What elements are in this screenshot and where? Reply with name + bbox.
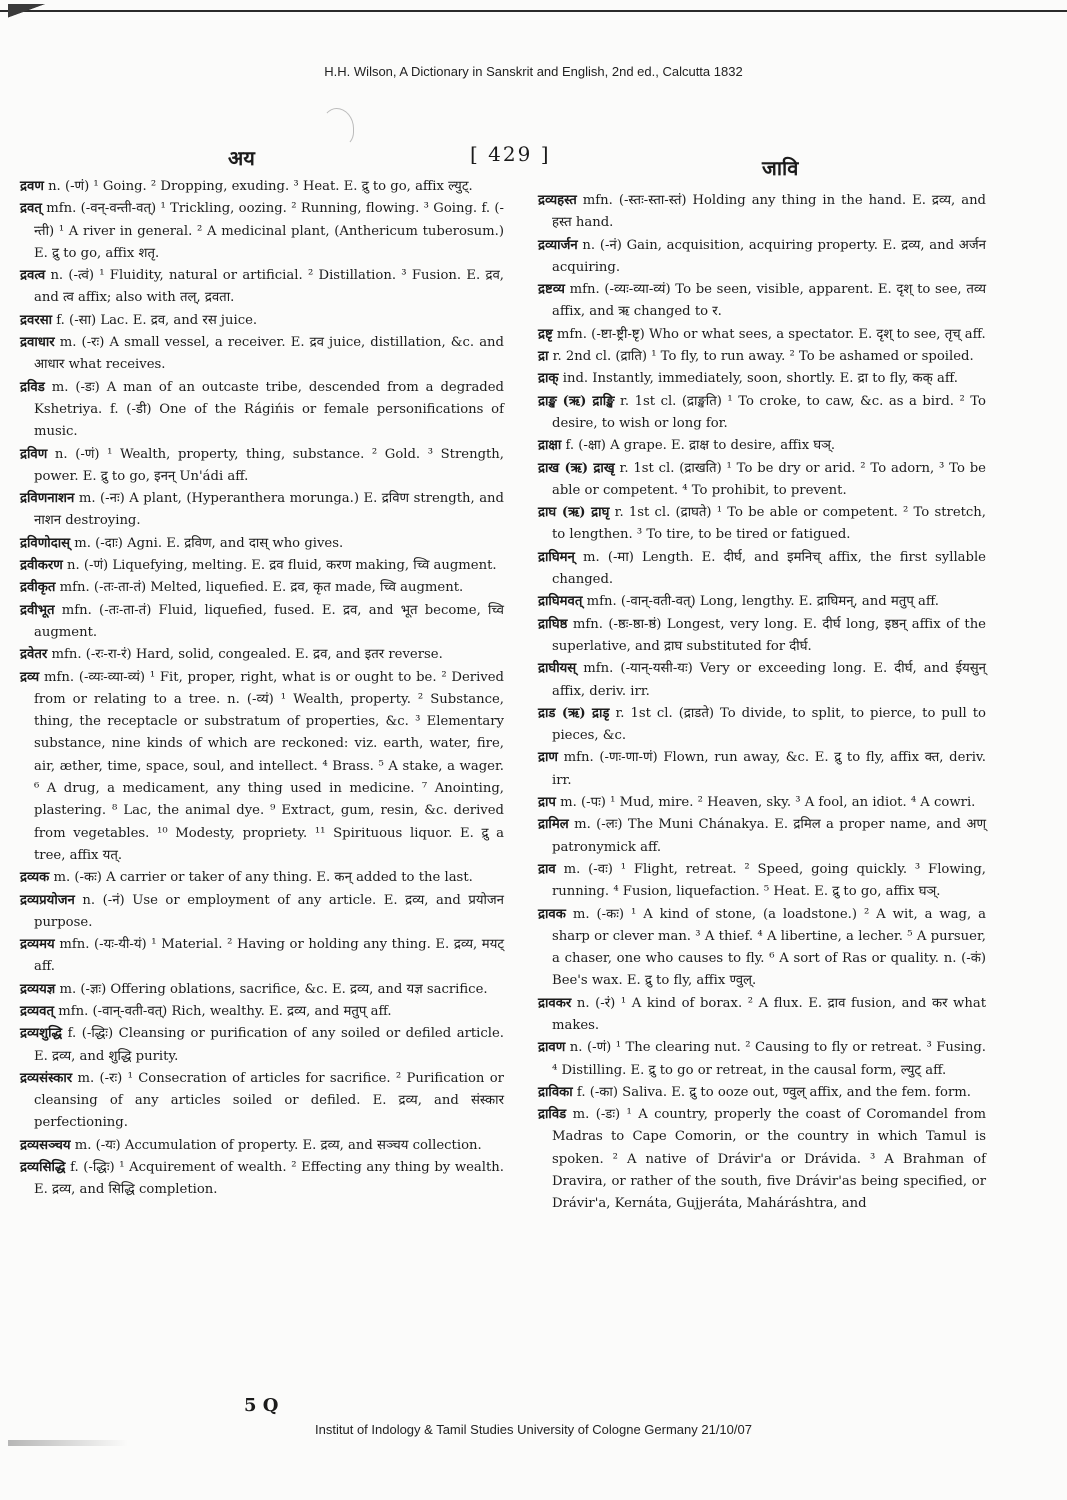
entry-headword: द्रवरसा [20,312,53,328]
dictionary-entry [20,1135,504,1157]
entry-definition: mfn. (-रः-रा-रं) Hard, solid, congealed. E. द्रव, and इतर reverse. [47,647,443,663]
dictionary-entry [538,1037,986,1082]
dictionary-entry [538,1104,986,1215]
entry-definition: n. (-नं) Gain, acquisition, acquiring property. E. द्रव्य, and अर्जन acquiring. [552,237,986,275]
dictionary-entry [20,198,504,265]
dictionary-entry [538,747,986,792]
entry-headword: द्राक् [538,371,559,387]
entry-headword: द्रष्टव्य [538,282,565,298]
entry-headword: द्रवीकरण [20,558,63,574]
dictionary-entry [538,591,986,613]
dictionary-entry [20,310,504,332]
entry-headword: द्रावण [538,1040,566,1056]
dictionary-entry [538,346,986,368]
entry-headword: द्रवीकृत [20,580,56,596]
dictionary-entry [538,658,986,703]
dictionary-entry [538,458,986,503]
scan-smudge [8,1440,128,1446]
entry-definition: r. 1st cl. (द्राघते) ¹ To be able or competent. ² To stretch, to lengthen. ³ To tire, to be tired or fatigued. [552,505,986,543]
entry-headword: द्रष्टृ [538,326,553,342]
entry-definition: mfn. (-स्तः-स्ता-स्तं) Holding any thing in the hand. E. द्रव्य, and हस्त hand. [552,193,986,231]
pencil-mark [322,108,354,146]
dictionary-entry [538,235,986,280]
dictionary-entry [20,1023,504,1068]
entry-definition: m. (-रः) ¹ Consecration of articles for sacrifice. ² Purification or cleansing of any articles soiled or defiled. E. द्रव्य, and संस्कार perfectioning. [34,1070,504,1131]
entry-definition: f. (-द्धिः) Cleansing or purification of any soiled or defiled article. E. द्रव्य, and शुद्धि purity. [34,1026,504,1064]
entry-definition: f. (-सा) Lac. E. द्रव, and रस juice. [52,312,258,328]
entry-headword: द्रवत्व [20,268,46,284]
entry-definition: m. (-दाः) Agni. E. द्रविण, and दास् who gives. [70,535,344,551]
entry-definition: r. 1st cl. (द्राङ्खति) ¹ To croke, to caw, &c. as a bird. ² To desire, to wish or long for. [552,393,986,431]
entry-headword: द्राघिमवत् [538,594,583,610]
entry-definition: mfn. (-तः-ता-तं) Melted, liquefied. E. द्रव, कृत made, च्वि augment. [55,580,464,596]
entry-definition: m. (-ज्ञः) Offering oblations, sacrifice, &c. E. द्रव्य, and यज्ञ sacrifice. [55,981,488,997]
entry-headword: द्रवेतर [20,647,48,663]
dictionary-entry [538,614,986,659]
dictionary-entry [20,1157,504,1202]
entry-headword: द्रव्यमय [20,937,55,953]
dictionary-entry [538,814,986,859]
entry-definition: n. (-णं) ¹ Wealth, property, thing, substance. ² Gold. ³ Strength, power. E. द्रु to go, इनन् Un'ádi aff. [34,446,504,484]
entry-definition: mfn. (-तः-ता-तं) Fluid, liquefied, fused. E. द्रव, and भूत become, च्वि augment. [34,602,504,640]
scan-top-border [0,10,1067,12]
entry-headword: द्रविणोदास् [20,535,71,551]
dictionary-entry [20,1001,504,1023]
dictionary-entry [20,265,504,310]
entry-definition: r. 1st cl. (द्राखति) ¹ To be dry or arid. ² To adorn, ³ To be able or competent. ⁴ To prohibit, to prevent. [552,460,986,498]
dictionary-entry [538,391,986,436]
dictionary-entry [538,324,986,346]
scan-corner-mark [8,4,56,20]
entry-definition: mfn. (-ष्ठः-ष्ठा-ष्ठं) Longest, very long. E. दीर्घ long, इष्ठन् affix of the superlative, and द्राघ substituted for दीर्घ. [552,616,986,654]
entry-headword: द्रव्य [20,669,40,685]
entry-headword: द्राक्षा [538,438,562,454]
entry-headword: द्रविण [20,446,48,462]
left-column [20,176,504,1202]
entry-headword: द्राड (ऋ) द्राडृ [538,705,610,721]
entry-definition: m. (-यः) Accumulation of property. E. द्रव्य, and सञ्चय collection. [70,1137,482,1153]
dictionary-entry [20,644,504,666]
dictionary-entry [538,279,986,324]
entry-definition: mfn. (-यः-यी-यं) ¹ Material. ² Having or holding any thing. E. द्रव्य, मयट् aff. [34,937,504,975]
entry-headword: द्रव्यसंस्कार [20,1070,73,1086]
entry-definition: m. (-डः) ¹ A country, properly the coast of Coromandel from Madras to Cape Comorin, or the country in which Tamul is spoken. ² A native of Drávir'a or Drávida. ³ A Brahman of Dravira, or rather of the south, five Drávir'as being specified, or Drávir'a, Kernáta, Gujjeráta, Maháráshtra, and [552,1107,986,1212]
dictionary-entry [538,502,986,547]
dictionary-entry [20,867,504,889]
dictionary-entry [20,1068,504,1135]
entry-headword: द्रव्यशुद्धि [20,1026,63,1042]
entry-definition: m. (-रः) A small vessel, a receiver. E. द्रव juice, distillation, &c. and आधार what receives. [34,335,504,373]
entry-headword: द्रव्यसञ्चय [20,1137,71,1153]
entry-definition: r. 2nd cl. (द्राति) ¹ To fly, to run away. ² To be ashamed or spoiled. [548,349,974,365]
entry-definition: r. 1st cl. (द्राडते) To divide, to split, to pierce, to pull to pieces, &c. [552,705,986,744]
right-column [538,190,986,1216]
entry-headword: द्रवाधार [20,335,55,351]
institution-footer: Institut of Indology & Tamil Studies University of Cologne Germany 21/10/07 [315,1422,752,1437]
entry-definition: m. (-कः) ¹ A kind of stone, (a loadstone.) ² A wit, a wag, a sharp or clever man. ³ A thief. ⁴ A libertine, a lecher. ⁵ A pursuer, a chaser, one who causes to fly. ⁶ A sort of Ras or quality. n. (-कं) Bee's wax. E. द्रु to fly, affix ण्वुल्. [552,906,986,989]
dictionary-entry [20,600,504,645]
dictionary-entry [538,904,986,993]
source-banner: H.H. Wilson, A Dictionary in Sanskrit and English, 2nd ed., Calcutta 1832 [324,64,743,79]
dictionary-entry [538,792,986,814]
entry-definition: n. (-रं) ¹ A kind of borax. ² A flux. E. द्राव fusion, and कर what makes. [552,995,986,1033]
entry-headword: द्राघिमन् [538,549,575,565]
entry-headword: द्रव्यहस्त [538,193,577,208]
dictionary-entry [538,368,986,390]
entry-definition: m. (-वः) ¹ Flight, retreat. ² Speed, going quickly. ³ Flowing, running. ⁴ Fusion, liquefaction. ⁵ Heat. E. द्रु to go, affix घञ्. [552,861,986,900]
entry-headword: द्राविड [538,1107,567,1123]
entry-headword: द्राख (ऋ) द्राखृ [538,460,615,476]
entry-headword: द्राघ (ऋ) द्राघृ [538,505,610,521]
entry-definition: n. (-णं) ¹ The clearing nut. ² Causing to fly or retreat. ³ Fusing. ⁴ Distilling. E. द्रु to go or retreat, in the causal form, ल्युट् aff. [552,1040,986,1078]
dictionary-entry [20,667,504,868]
entry-definition: mfn. (-व्यः-व्या-व्यं) ¹ Fit, proper, right, what is or ought to be. ² Derived from or relating to a tree. n. (-व्यं) ¹ Wealth, property. ² Substance, thing, the receptacle or substratum of properties, &c. ³ Elementary substance, nine kinds of which are reckoned: viz. earth, water, fire, air, æther, time, space, soul, and intellect. ⁴ Brass. ⁵ A stake, a wager. ⁶ A drug, a medicament, any thing used in medicine. ⁷ Anointing, plastering. ⁸ Lac, the animal dye. ⁹ Extract, gum, resin, &c. derived from vegetables. ¹⁰ Modesty, propriety. ¹¹ Spirituous liquor. E. द्रु a tree, affix यत्. [34,669,504,863]
dictionary-entry [538,547,986,592]
dictionary-entry [20,890,504,935]
entry-definition: mfn. (-ष्टा-ष्ट्री-ष्टृ) Who or what sees, a spectator. E. दृश् to see, तृच् aff. [552,326,986,342]
entry-definition: n. (-त्वं) ¹ Fluidity, natural or artificial. ² Distillation. ³ Fusion. E. द्रव, and त्व affix; also with तल्, द्रवता. [34,268,504,306]
dictionary-entry [538,435,986,457]
entry-headword: द्रव्ययज्ञ [20,981,56,997]
entry-headword: द्रविणनाशन [20,491,75,507]
dictionary-entry [20,533,504,555]
entry-headword: द्रावकर [538,995,572,1011]
entry-definition: mfn. (-वान्-वती-वत्) Long, lengthy. E. द्राघिमन्, and मतुप् aff. [582,594,939,610]
entry-headword: द्राघीयस् [538,661,577,677]
entry-definition: ind. Instantly, immediately, soon, shortly. E. द्रा to fly, कक् aff. [558,371,958,387]
entry-definition: f. (-क्षा) A grape. E. द्राक्ष to desire, affix घञ्. [561,438,836,454]
dictionary-entry [20,488,504,533]
entry-headword: द्राङ्ख (ऋ) द्राङ्खि [538,393,615,409]
entry-headword: द्रा [538,349,549,365]
entry-definition: mfn. (-वान्-वती-वत्) Rich, wealthy. E. द्रव्य, and मतुप् aff. [54,1003,392,1019]
entry-definition: m. (-कः) A carrier or taker of any thing. E. कन् added to the last. [49,870,473,886]
dictionary-entry [20,444,504,489]
entry-definition: mfn. (-यान्-यसी-यः) Very or exceeding long. E. दीर्घ, and ईयसुन् affix, deriv. irr. [552,661,986,699]
guide-word-right: जावि [762,156,799,180]
entry-headword: द्रवीभूत [20,602,55,618]
entry-headword: द्रामिल [538,817,569,833]
entry-headword: द्रव्यक [20,870,50,886]
entry-headword: द्रविड [20,379,45,395]
dictionary-entry [538,190,986,235]
entry-definition: mfn. (-व्यः-व्या-व्यं) To be seen, visible, apparent. E. दृश् to see, तव्य affix, and ऋ changed to र. [552,282,986,320]
dictionary-entry [20,377,504,444]
entry-headword: द्राघिष्ठ [538,616,568,632]
entry-headword: द्रावक [538,906,566,922]
dictionary-entry [20,934,504,979]
entry-headword: द्रव्यप्रयोजन [20,892,75,908]
entry-definition: mfn. (-वन्-वन्ती-वत्) ¹ Trickling, oozing. ² Running, flowing. ³ Going. f. (-न्ती) ¹ A river in general. ² A medicinal plant, (Anthericum tuberosum.) E. द्रु to go, affix शतृ. [34,201,504,261]
entry-definition: m. (-मा) Length. E. दीर्घ, and इमनिच् affix, the first syllable changed. [552,549,986,588]
dictionary-entry [538,703,986,748]
entry-definition: m. (-लः) The Muni Chánakya. E. द्रमिल a proper name, and अण् patronymick aff. [552,817,986,855]
dictionary-entry [20,555,504,577]
entry-headword: द्रवत् [20,201,42,217]
dictionary-entry [538,993,986,1038]
entry-definition: n. (-णं) ¹ Going. ² Dropping, exuding. ³ Heat. E. द्रु to go, affix ल्युट्. [43,179,473,194]
entry-definition: m. (-नः) A plant, (Hyperanthera morunga.) E. द्रविण strength, and नाशन destroying. [34,491,504,529]
entry-definition: m. (-डः) A man of an outcaste tribe, descended from a degraded Kshetriya. f. (-डी) One of the Rágińis or female personifications of music. [34,379,504,440]
entry-definition: m. (-पः) ¹ Mud, mire. ² Heaven, sky. ³ A fool, an idiot. ⁴ A cowri. [555,795,976,811]
entry-headword: द्रव्यार्जन [538,237,578,253]
dictionary-entry [20,577,504,599]
dictionary-entry [20,176,504,198]
entry-definition: f. (-का) Saliva. E. द्रु to ooze out, ण्वुल् affix, and the fem. form. [572,1084,971,1100]
entry-headword: द्रव्यसिद्धि [20,1160,66,1176]
entry-definition: n. (-णं) Liquefying, melting. E. द्रव fluid, करण making, च्वि augment. [62,558,497,574]
entry-definition: n. (-नं) Use or employment of any article. E. द्रव्य, and प्रयोजन purpose. [34,892,504,930]
entry-headword: द्राप [538,795,556,811]
entry-headword: द्राण [538,750,558,766]
page-number: [ 429 ] [470,142,551,166]
entry-headword: द्रवण [20,179,44,194]
dictionary-entry [20,332,504,377]
dictionary-entry [538,859,986,904]
entry-headword: द्राव [538,861,556,877]
entry-definition: mfn. (-णः-णा-णं) Flown, run away, &c. E. द्रु to fly, affix क्त, deriv. irr. [552,750,986,788]
dictionary-entry [20,979,504,1001]
entry-headword: द्राविका [538,1084,573,1100]
guide-word-left: अय [228,146,255,170]
entry-definition: f. (-द्धिः) ¹ Acquirement of wealth. ² Effecting any thing by wealth. E. द्रव्य, and सिद्धि completion. [34,1160,504,1198]
signature-mark: 5 Q [244,1395,279,1416]
dictionary-entry [538,1082,986,1104]
entry-headword: द्रव्यवत् [20,1003,55,1019]
